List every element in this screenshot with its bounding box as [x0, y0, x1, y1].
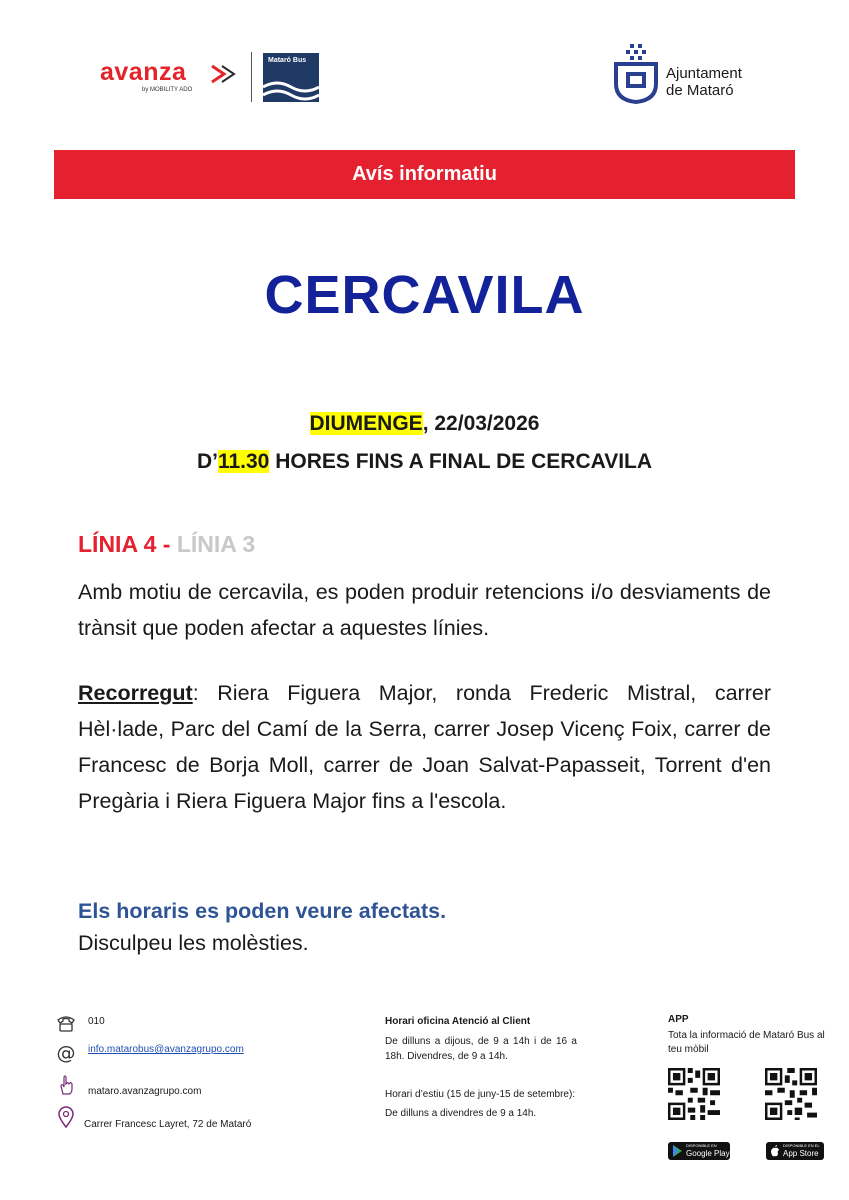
time-prefix: D’ [196, 450, 218, 473]
qr-code-icon[interactable] [668, 1068, 720, 1120]
phone-icon [55, 1012, 77, 1034]
date-line [0, 412, 849, 436]
summer-hours-title: Horari d’estiu (15 de juny-15 de setembre): [385, 1089, 576, 1100]
schedule-notice: Els horaris es poden veure afectats. [78, 899, 447, 923]
google-play-icon [672, 1145, 683, 1157]
day-highlight: DIUMENGE [309, 412, 423, 435]
google-play-top: DISPONIBLE EN [686, 1143, 717, 1148]
line-separator: - [156, 531, 177, 557]
ajuntament-name [666, 65, 742, 99]
website-link[interactable]: mataro.avanzagrupo.com [88, 1086, 202, 1097]
ajuntament-shield-icon [612, 44, 660, 104]
wave-icon [263, 77, 319, 102]
route-text: : Riera Figuera Major, ronda Frederic Mistral, carrer Hèl·lade, Parc del Camí de la Serra, carrer Josep Vicenç Foix, carrer de Francesc de Borja Moll, carrer de Joan Salvat-Papasseit, Torrent d'en Pregària i Riera Figuera Major fins a l'escola. [78, 681, 771, 813]
time-suffix: HORES FINS A FINAL DE CERCAVILA [269, 450, 653, 473]
time-highlight: 11.30 [217, 450, 270, 473]
email-link[interactable]: info.matarobus@avanzagrupo.com [88, 1044, 244, 1055]
mataro-bus-logo [263, 53, 319, 102]
logo-divider [251, 52, 252, 102]
intro-paragraph: Amb motiu de cercavila, es poden produir retencions i/o desviaments de trànsit que poden afectar a aquestes línies. [78, 580, 771, 640]
mataro-bus-logo-text: Mataró Bus [268, 57, 307, 64]
page-title: CERCAVILA [264, 265, 585, 325]
banner-text: Avís informatiu [352, 163, 497, 185]
summer-hours-text: De dilluns a divendres de 9 a 14h. [385, 1108, 537, 1119]
app-store-label: App Store [783, 1149, 819, 1158]
address-text: Carrer Francesc Layret, 72 de Mataró [84, 1119, 252, 1130]
hand-pointer-icon [55, 1074, 77, 1096]
at-icon [55, 1042, 77, 1064]
app-store-button[interactable] [766, 1142, 824, 1160]
line-4-label: LÍNIA 4 [78, 531, 157, 557]
svg-text:@: @ [56, 1042, 76, 1064]
affected-lines [78, 531, 255, 558]
google-play-button[interactable] [668, 1142, 730, 1160]
office-hours-title: Horari oficina Atenció al Client [385, 1016, 531, 1027]
google-play-label: Google Play [686, 1149, 730, 1158]
time-line [0, 450, 849, 474]
notice-banner [54, 150, 795, 199]
apology-text: Disculpeu les molèsties. [78, 931, 309, 955]
ajuntament-line1: Ajuntament [666, 65, 742, 82]
date-text: , 22/03/2026 [422, 412, 540, 435]
app-text: Tota la informació de Mataró Bus al teu mòbil [668, 1030, 825, 1055]
line-3-label: LÍNIA 3 [176, 531, 256, 557]
avanza-logo [100, 58, 242, 94]
phone-number: 010 [88, 1016, 105, 1027]
route-label: Recorregut [78, 681, 193, 705]
route-paragraph [78, 675, 771, 819]
ajuntament-line2: de Mataró [666, 82, 734, 99]
qr-code-icon[interactable] [765, 1068, 817, 1120]
apple-icon [770, 1145, 780, 1157]
ajuntament-logo [612, 44, 762, 104]
avanza-arrow-icon [210, 64, 240, 84]
avanza-sub-text: by MOBILITY ADO [142, 87, 193, 93]
office-hours-text: De dilluns a dijous, de 9 a 14h i de 16 a 18h. Divendres, de 9 a 14h. [385, 1036, 577, 1062]
app-store-top: DISPONIBLE EN EL [783, 1143, 820, 1148]
avanza-logo-text: avanza [100, 58, 187, 86]
app-title: APP [668, 1014, 689, 1025]
map-pin-icon [55, 1106, 77, 1128]
